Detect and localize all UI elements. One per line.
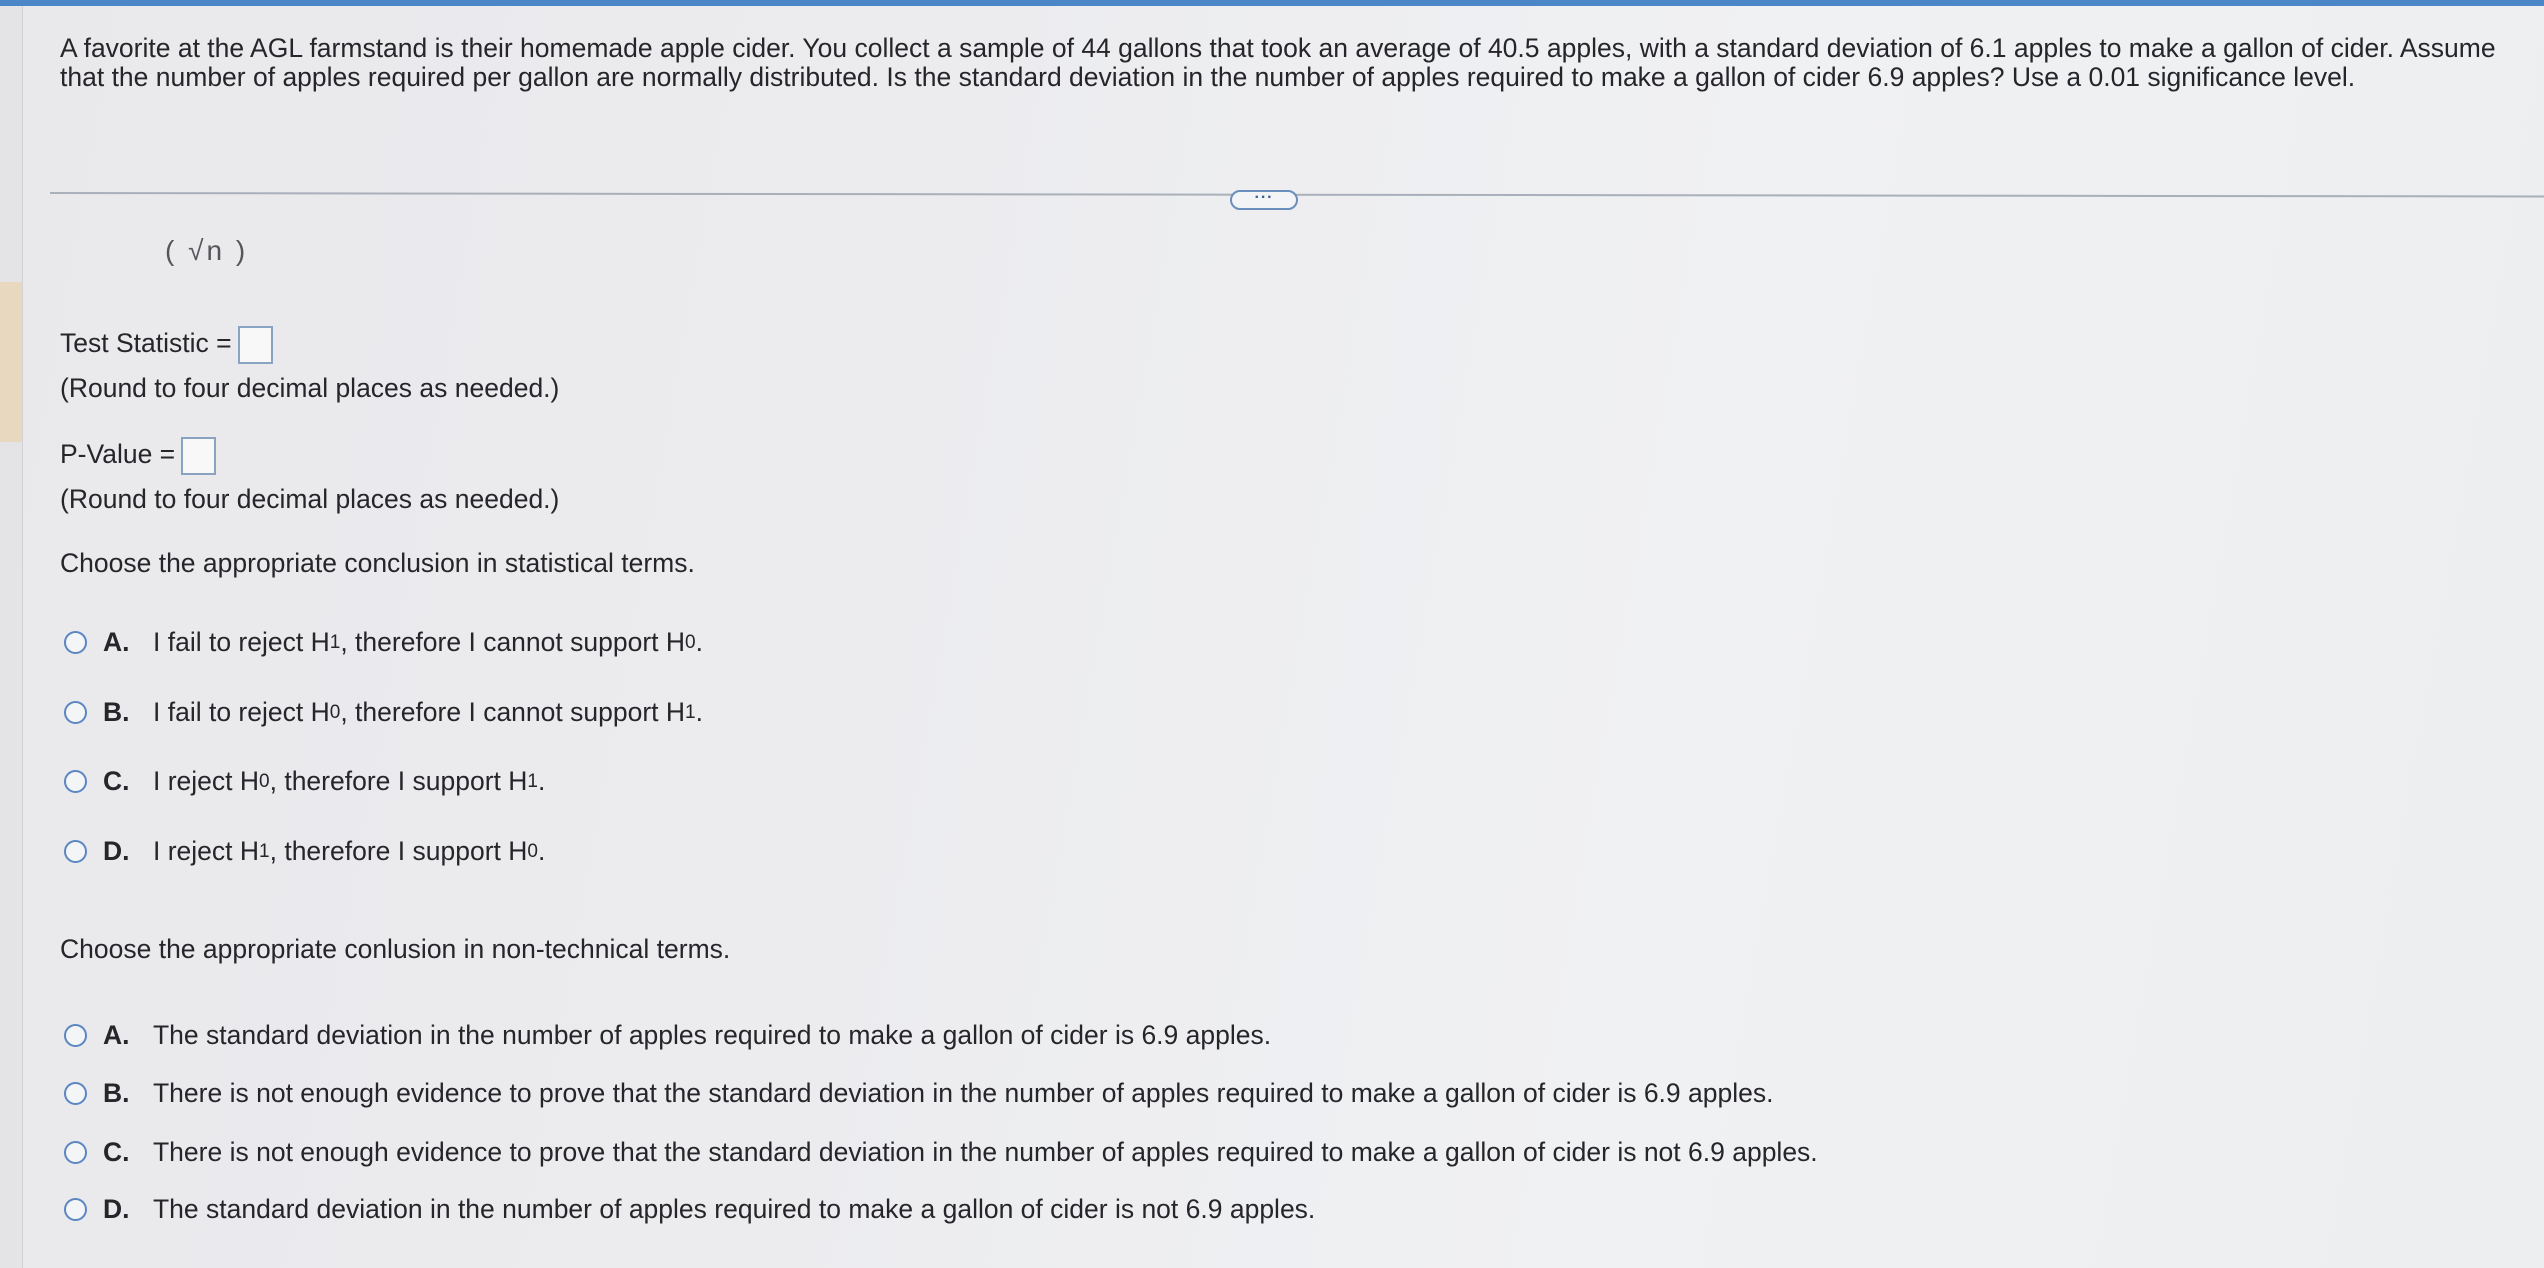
radio-button[interactable] — [64, 701, 87, 724]
radio-button[interactable] — [64, 631, 87, 654]
stat-option-d[interactable]: D. I reject H 1 , therefore I support H 0 . — [64, 836, 545, 867]
nontech-option-b[interactable]: B. There is not enough evidence to prove that the standard deviation in the number of apples required to make a gallon of cider is 6.9 apples. — [64, 1078, 1773, 1109]
radio-button[interactable] — [64, 1198, 87, 1221]
expand-more-button[interactable]: ··· — [1230, 190, 1298, 210]
p-value-note: (Round to four decimal places as needed.) — [60, 484, 560, 514]
radio-button[interactable] — [64, 770, 87, 793]
radio-button[interactable] — [64, 1024, 87, 1047]
test-statistic-row — [60, 326, 273, 364]
p-value-label: P-Value = — [60, 439, 176, 469]
left-panel-edge — [0, 6, 23, 1268]
nontech-option-a[interactable]: A. The standard deviation in the number of apples required to make a gallon of cider is 6.9 apples. — [64, 1020, 1271, 1051]
p-value-input[interactable] — [181, 437, 216, 475]
question-text: A favorite at the AGL farmstand is their homemade apple cider. You collect a sample of 44 gallons that took an average of 40.5 apples, with a standard deviation of 6.1 apples to make a gallon of cider. Assume that the number of apples required per gallon are normally distributed. Is the standard deviation in the number of apples required to make a gallon of cider 6.9 apples? Use a 0.01 significance level. — [60, 33, 2496, 92]
radio-button[interactable] — [64, 1082, 87, 1105]
radio-button[interactable] — [64, 1141, 87, 1164]
stat-option-b[interactable]: B. I fail to reject H 0 , therefore I cannot support H 1 . — [64, 697, 703, 728]
p-value-row — [60, 437, 216, 475]
stat-option-a[interactable]: A. I fail to reject H 1 , therefore I cannot support H 0 . — [64, 627, 703, 658]
nontechnical-conclusion-prompt: Choose the appropriate conlusion in non-technical terms. — [60, 934, 731, 964]
top-accent-bar — [0, 0, 2544, 6]
left-panel-marker — [0, 282, 22, 442]
stat-option-c[interactable]: C. I reject H 0 , therefore I support H 1 . — [64, 766, 545, 797]
test-statistic-note: (Round to four decimal places as needed.) — [60, 373, 560, 403]
test-statistic-input[interactable] — [238, 326, 273, 364]
nontech-option-c[interactable]: C. There is not enough evidence to prove that the standard deviation in the number of apples required to make a gallon of cider is not 6.9 apples. — [64, 1137, 1818, 1168]
nontech-option-d[interactable]: D. The standard deviation in the number of apples required to make a gallon of cider is not 6.9 apples. — [64, 1194, 1315, 1225]
cutoff-formula-text: ( √n ) — [165, 235, 249, 266]
radio-button[interactable] — [64, 840, 87, 863]
statistical-conclusion-prompt: Choose the appropriate conclusion in statistical terms. — [60, 548, 695, 578]
test-statistic-label: Test Statistic = — [60, 328, 232, 358]
